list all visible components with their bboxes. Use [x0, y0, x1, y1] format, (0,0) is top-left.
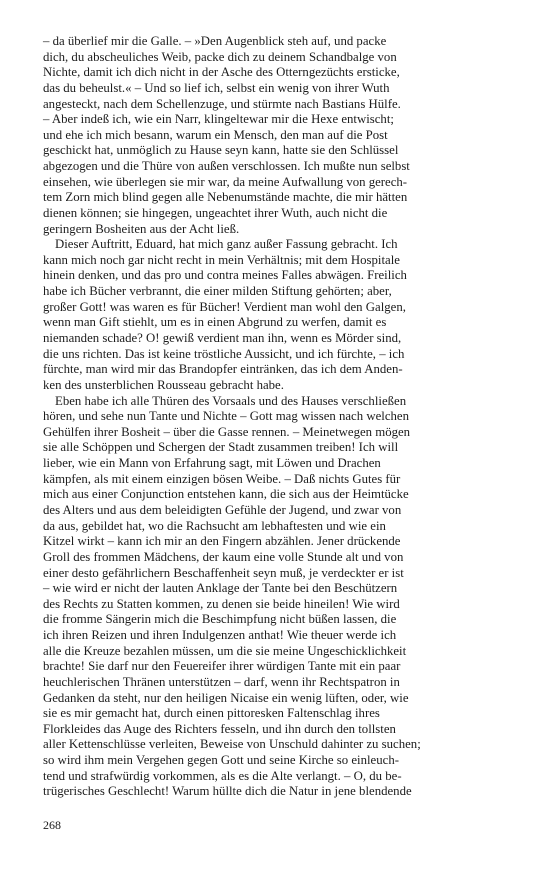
text-line: heuchlerischen Thränen unterstützen – darf, wenn ihr Rechtspatron in [43, 674, 400, 689]
text-line: so wird ihm mein Vergehen gegen Gott und seine Kirche so einleuch- [43, 753, 399, 768]
text-line: das du beheulst.« – Und so lief ich, selbst ein wenig von ihrer Wuth [43, 80, 390, 95]
text-line: angesteckt, nach dem Schellenzuge, und stürmte nach Bastians Hülfe. [43, 96, 401, 111]
text-line: ken des unsterblichen Rousseau gebracht habe. [43, 377, 284, 392]
text-line: – wie wird er nicht der lauten Anklage der Tante bei den Beschützern [43, 581, 398, 596]
text-line: kann mich noch gar nicht recht in mein Verhältnis; mit dem Hospitale [43, 252, 400, 267]
text-line: sie alle Schöppen und Schergen der Stadt zusammen treiben! Ich will [43, 440, 399, 455]
text-line: da aus, gebildet hat, wo die Rachsucht am lebhaftesten und wie ein [43, 518, 386, 533]
text-line: alle die Kreuze bezahlen müssen, um die sie meine Ungeschicklichkeit [43, 643, 407, 658]
text-line: mich aus einer Conjunction entstehen kann, die sich aus der Heimtücke [43, 487, 409, 502]
text-line: lieber, wie ein Mann von Erfahrung sagt, mit Löwen und Drachen [43, 456, 381, 471]
text-line: Florkleides das Auge des Richters fesseln, und ihn durch den tollsten [43, 721, 396, 736]
text-line: geschickt hat, unmöglich zu Hause seyn kann, hatte sie den Schlüssel [43, 143, 399, 158]
text-line: wenn man Gift stiehlt, um es in einen Abgrund zu werfen, damit es [43, 315, 387, 330]
text-line: Gedanken da steht, nur den heiligen Nicaise ein wenig lüften, oder, wie [43, 690, 409, 705]
text-line: einsehen, wie überlegen sie mir war, da meine Aufwallung von gerech- [43, 174, 408, 189]
text-line: großer Gott! was waren es für Bücher! Verdient man wohl den Galgen, [43, 299, 406, 314]
text-line: und ehe ich mich besann, warum ein Mensch, den man auf die Post [43, 127, 388, 142]
text-line: hinein denken, und das pro und contra meines Falles abwägen. Freilich [43, 268, 407, 283]
text-line: dienen können; sie hingegen, ungeachtet ihrer Wuth, auch nicht die [43, 205, 388, 220]
text-line: die uns richten. Das ist keine tröstliche Aussicht, und ich fürchte, – ich [43, 346, 405, 361]
text-line: kämpfen, als mit einem einzigen bösen Weibe. – Daß nichts Gutes für [43, 471, 401, 486]
paragraph-start-line: Eben habe ich alle Thüren des Vorsaals und des Hauses verschließen [55, 393, 407, 408]
text-line: fürchte, man wird mir das Brandopfer eintränken, das ich dem Anden- [43, 362, 403, 377]
text-line: Kitzel wirkt – kann ich mir an den Fingern abzählen. Jener drückende [43, 534, 401, 549]
text-line: ich ihren Reizen und ihren Indulgenzen anthat! Wie theuer werde ich [43, 628, 397, 643]
text-line: sie es mir gemacht hat, durch einen pittoresken Faltenschlag ihres [43, 706, 380, 721]
text-line: des Alters und aus dem beleidigten Gefühle der Jugend, und zwar von [43, 502, 402, 517]
text-line: habe ich Bücher verbrannt, die einer milden Stiftung gehörten; aber, [43, 284, 392, 299]
text-line: abgezogen und die Thüre von außen verschlossen. Ich mußte nun selbst [43, 159, 410, 174]
text-line: aller Kettenschlüsse verleiten, Beweise von Unschuld dahinter zu suchen; [43, 737, 421, 752]
text-line: dich, du abscheuliches Weib, packe dich zu deinem Schandbalge von [43, 49, 397, 64]
page-number: 268 [43, 818, 61, 832]
paragraph-start-line: Dieser Auftritt, Eduard, hat mich ganz außer Fassung gebracht. Ich [55, 237, 398, 252]
text-line: Nichte, damit ich dich nicht in der Asche des Otterngezüchts ersticke, [43, 65, 400, 80]
text-line: trügerisches Geschlecht! Warum hüllte dich die Natur in jene blendende [43, 784, 412, 799]
text-line: hören, und sehe nun Tante und Nichte – Gott mag wissen nach welchen [43, 409, 409, 424]
text-line: die fromme Sängerin mich die Beschimpfung nicht büßen lassen, die [43, 612, 397, 627]
text-line: brachte! Sie darf nur den Feuereifer ihrer würdigen Tante mit ein paar [43, 659, 401, 674]
text-line: niemanden schade? O! gewiß verdient man ihn, wenn es Mörder sind, [43, 331, 402, 346]
text-line: einer desto gefährlichern Beschaffenheit seyn muß, je verdeckter er ist [43, 565, 404, 580]
text-line: Gehülfen ihrer Bosheit – über die Gasse rennen. – Meinetwegen mögen [43, 424, 411, 439]
text-line: – Aber indeß ich, wie ein Narr, klingeltewar mir die Hexe entwischt; [43, 112, 394, 127]
text-line: tend und strafwürdig vorkommen, als es die Alte verlangt. – O, du be- [43, 768, 402, 783]
text-line: des Rechts zu Statten kommen, zu denen sie beide hineilen! Wie wird [43, 596, 400, 611]
text-line: tem Zorn mich blind gegen alle Nebenumstände machte, die mir hätten [43, 190, 408, 205]
text-line: – da überlief mir die Galle. – »Den Augenblick steh auf, und packe [43, 34, 387, 48]
text-line: Groll des frommen Mädchens, der kaum eine volle Stunde alt und von [43, 549, 404, 564]
text-line: geringern Bosheiten aus der Acht ließ. [43, 221, 240, 236]
